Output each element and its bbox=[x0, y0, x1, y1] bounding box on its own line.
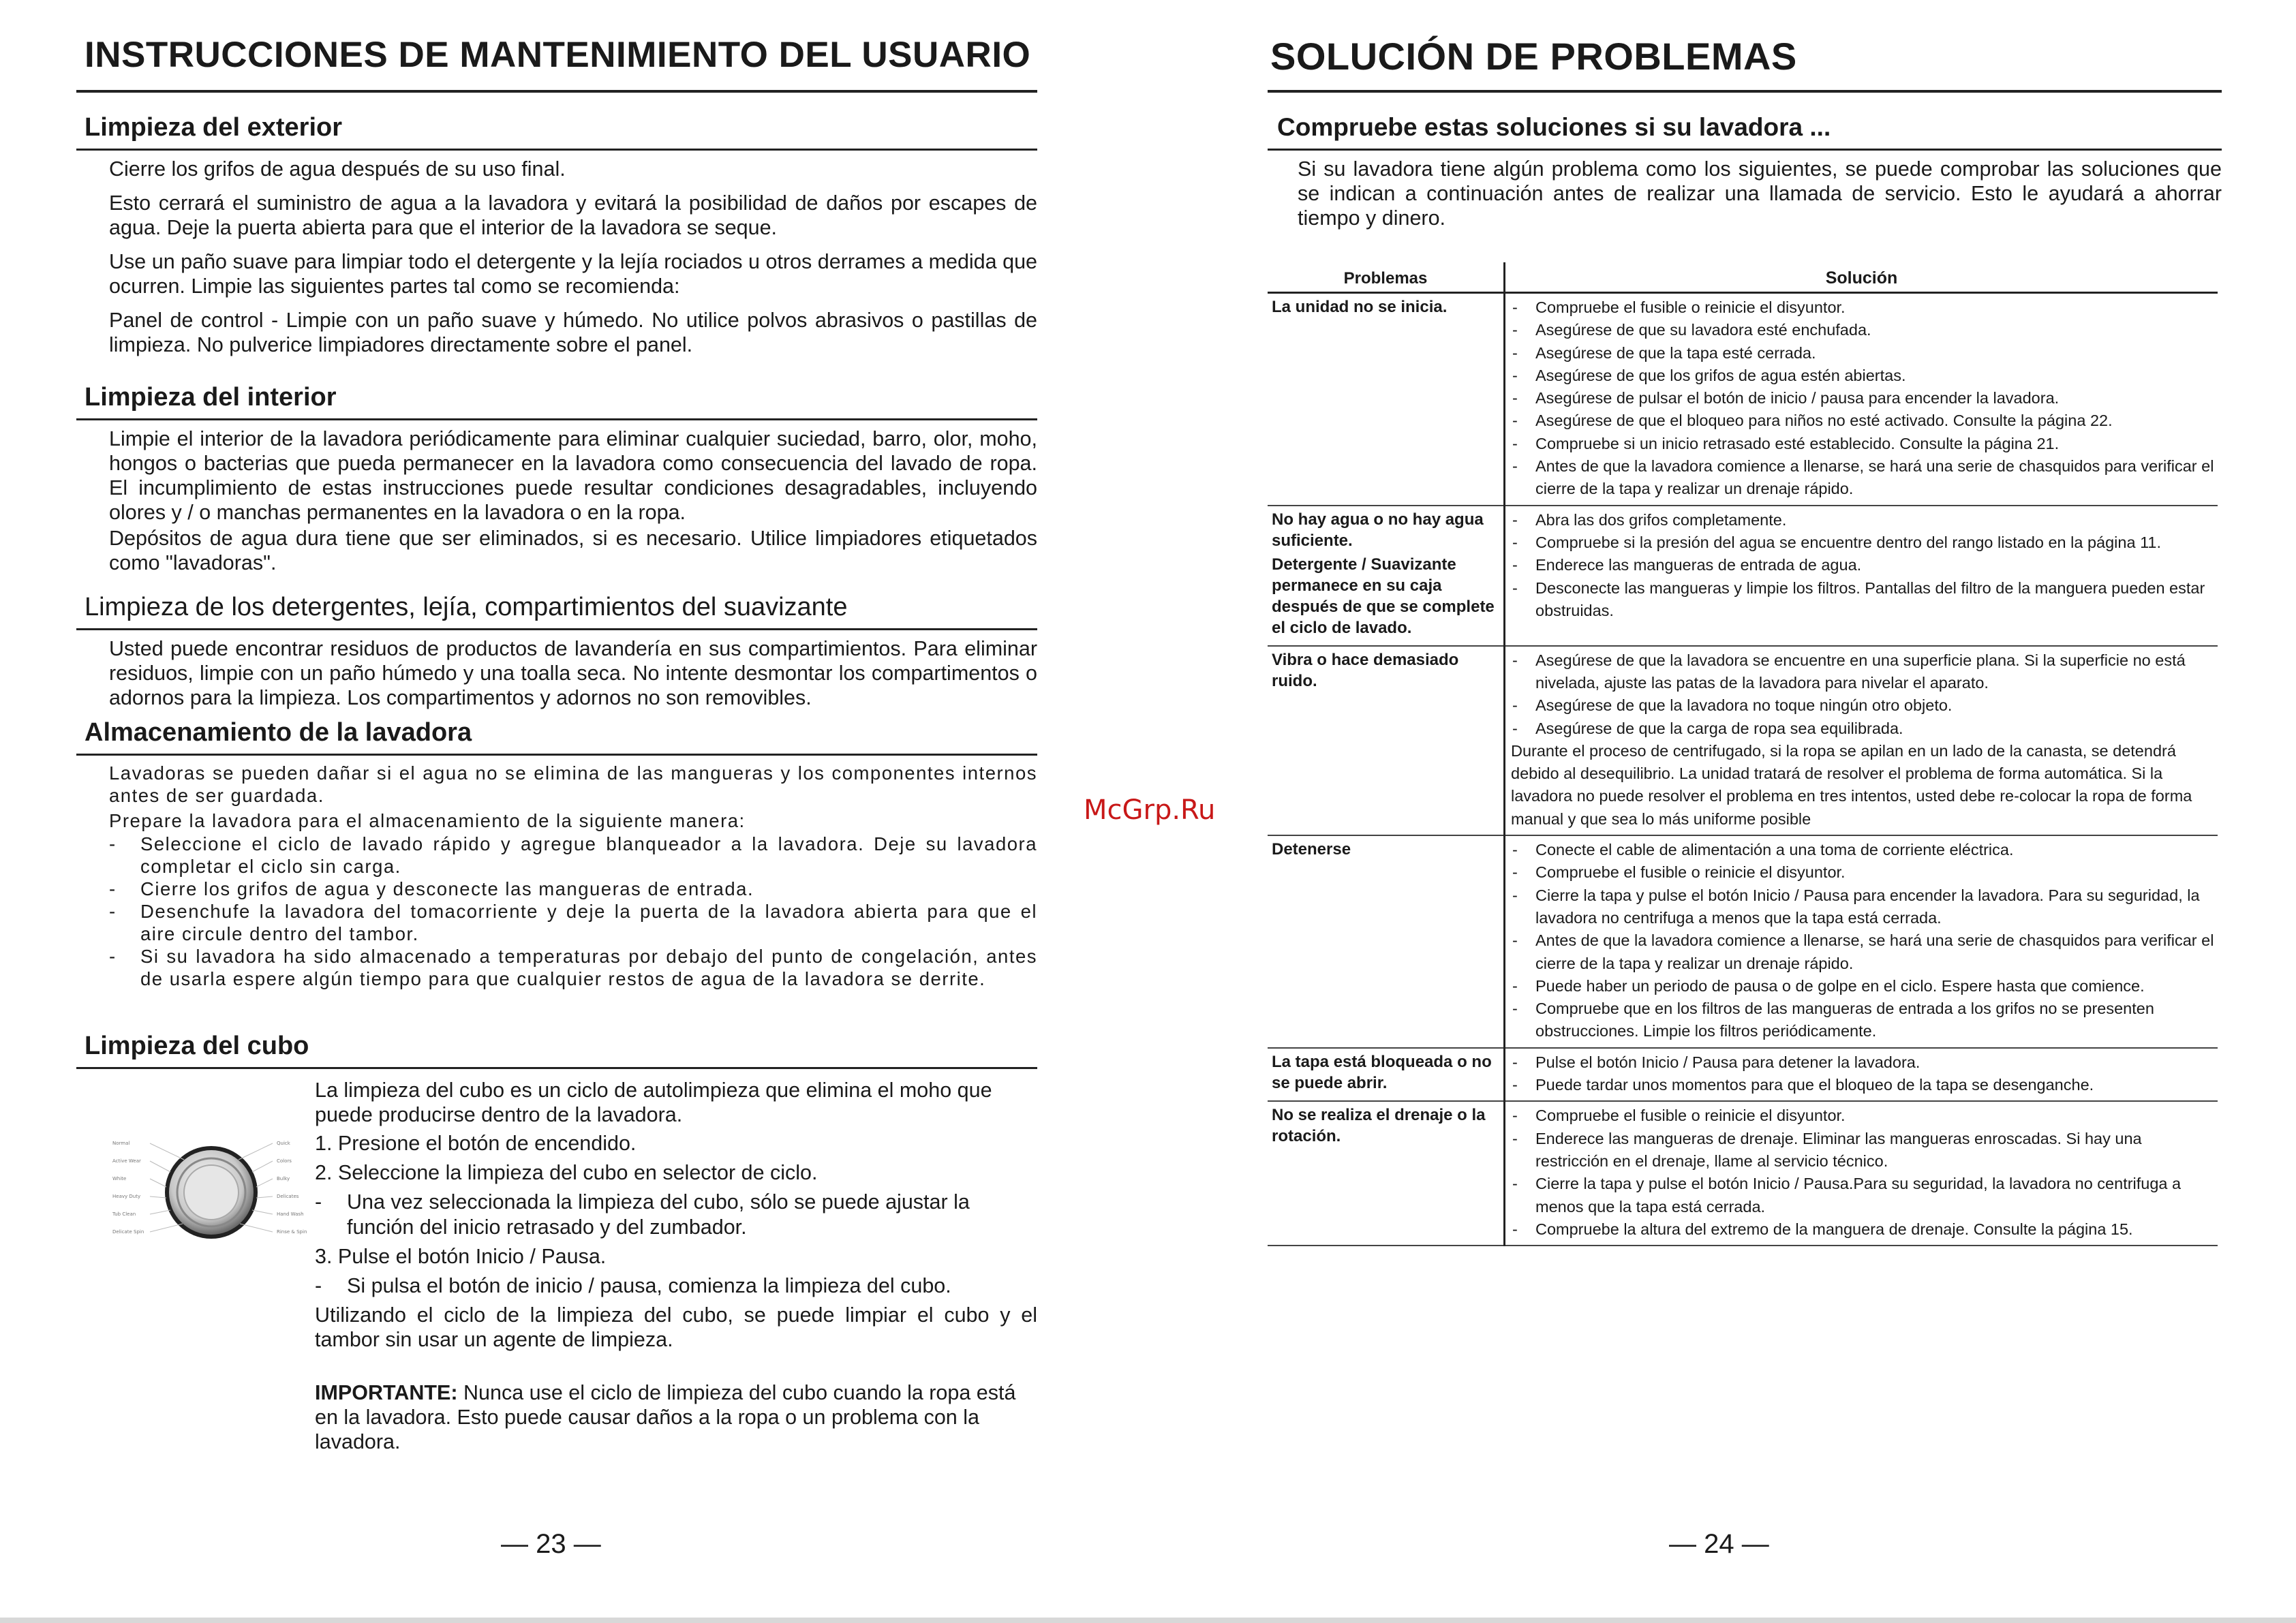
paragraph: La limpieza del cubo es un ciclo de autolimpieza que elimina el moho que puede producirse dentro de la lavadora. bbox=[315, 1079, 992, 1126]
knob-label: Normal bbox=[112, 1141, 130, 1146]
solution-item: - Desconecte las mangueras y limpie los filtros. Pantallas del filtro de la manguera pueden estar obstruidas. bbox=[1511, 577, 2218, 623]
section-heading: Limpieza de los detergentes, lejía, compartimientos del suavizante bbox=[85, 593, 848, 621]
solution-item: - Asegúrese de que los grifos de agua estén abiertas. bbox=[1511, 365, 2218, 387]
section-rule bbox=[76, 418, 1037, 420]
storage-list bbox=[109, 833, 1037, 990]
solution-item: - Asegúrese de que la carga de ropa sea equilibrada. bbox=[1511, 717, 2218, 740]
solution-item: - Pulse el botón Inicio / Pausa para detener la lavadora. bbox=[1511, 1051, 2218, 1074]
knob-label: Tub Clean bbox=[112, 1211, 136, 1217]
knob-label: Active Wear bbox=[112, 1158, 141, 1164]
problem-cell bbox=[1268, 835, 1505, 1048]
knob-label: Quick bbox=[277, 1141, 290, 1146]
problem-cell bbox=[1268, 646, 1505, 835]
solution-item: - Asegúrese de que su lavadora esté enchufada. bbox=[1511, 319, 2218, 341]
knob-label: Delicate Spin bbox=[112, 1229, 144, 1235]
paragraph: Lavadoras se pueden dañar si el agua no se elimina de las mangueras y los componentes internos antes de ser guardada. bbox=[109, 762, 1037, 806]
solution-item: - Enderece las mangueras de entrada de agua. bbox=[1511, 554, 2218, 576]
problem-cell bbox=[1268, 1048, 1505, 1102]
step-3-note: - Si pulsa el botón de inicio / pausa, comienza la limpieza del cubo. bbox=[315, 1273, 1037, 1299]
watermark: McGrp.Ru bbox=[1084, 794, 1216, 826]
knob-label: Colors bbox=[277, 1158, 292, 1164]
problem-cell bbox=[1268, 1101, 1505, 1246]
problem-text: Vibra o hace demasiado ruido. bbox=[1272, 650, 1459, 690]
important-note bbox=[315, 1380, 1037, 1454]
page-number: — 23 — bbox=[501, 1529, 601, 1559]
paragraph: Depósitos de agua dura tiene que ser eliminados, si es necesario. Utilice limpiadores etiquetados como "lavadoras". bbox=[109, 527, 1037, 574]
cycle-selector-knob-illustration bbox=[109, 1124, 313, 1261]
section-heading: Limpieza del cubo bbox=[85, 1032, 309, 1060]
solution-item: - Abra las dos grifos completamente. bbox=[1511, 509, 2218, 531]
column-header-solution: Solución bbox=[1505, 262, 2218, 293]
solution-item: Durante el proceso de centrifugado, si la ropa se apilan en un lado de la canasta, se detendrá debido al desequilibrio. La unidad tratará de resolver el problema de forma automática. Si la lavadora no puede resolver el problema en tres intentos, usted debe re-colocar la ropa de forma manual y que sea lo más uniforme posible bbox=[1511, 741, 2192, 828]
solution-cell bbox=[1505, 1048, 2218, 1102]
solution-cell bbox=[1505, 1101, 2218, 1246]
solution-item: - Asegúrese de pulsar el botón de inicio / pausa para encender la lavadora. bbox=[1511, 387, 2218, 409]
paragraph: Esto cerrará el suministro de agua a la lavadora y evitará la posibilidad de daños por escapes de agua. Deje la puerta abierta para que el interior de la lavadora se seque. bbox=[109, 191, 1037, 239]
right-page bbox=[1148, 0, 2296, 1623]
table-row bbox=[1268, 646, 2218, 835]
problem-text: La unidad no se inicia. bbox=[1272, 298, 1448, 316]
step-3: 3. Pulse el botón Inicio / Pausa. bbox=[315, 1245, 607, 1268]
solution-item: - Asegúrese de que la lavadora se encuentre en una superficie plana. Si la superficie no está nivelada, ajuste las patas de la lavadora para nivelar el aparato. bbox=[1511, 649, 2218, 695]
list-item: - Desenchufe la lavadora del tomacorriente y deje la puerta de la lavadora abierta para que el aire circule dentro del tambor. bbox=[109, 900, 1037, 945]
problem-text: No se realiza el drenaje o la rotación. bbox=[1272, 1106, 1486, 1146]
problem-text: Detergente / Suavizante permanece en su caja después de que se complete el ciclo de lavado. bbox=[1272, 555, 1495, 637]
step-2-note: - Una vez seleccionada la limpieza del cubo, sólo se puede ajustar la función del inicio retrasado y del zumbador. bbox=[315, 1190, 1037, 1240]
table-row bbox=[1268, 506, 2218, 646]
solution-item: - Cierre la tapa y pulse el botón Inicio / Pausa para encender la lavadora. Para su seguridad, la lavadora no centrifuga a menos que la tapa está cerrada. bbox=[1511, 884, 2218, 930]
solution-item: - Compruebe el fusible o reinicie el disyuntor. bbox=[1511, 861, 2218, 884]
step-1: 1. Presione el botón de encendido. bbox=[315, 1132, 637, 1155]
solution-item: - Compruebe la altura del extremo de la manguera de drenaje. Consulte la página 15. bbox=[1511, 1218, 2218, 1241]
title-rule bbox=[1268, 90, 2222, 93]
table-row bbox=[1268, 1048, 2218, 1102]
column-header-problems: Problemas bbox=[1268, 262, 1505, 293]
cleaning-steps bbox=[315, 1131, 1037, 1299]
knob-label: White bbox=[112, 1176, 127, 1181]
important-text: Nunca use el ciclo de limpieza del cubo cuando la ropa está en la lavadora. Esto puede causar daños a la ropa o un problema con la lavadora. bbox=[315, 1381, 1016, 1453]
paragraph: Cierre los grifos de agua después de su uso final. bbox=[109, 157, 566, 181]
list-item: - Seleccione el ciclo de lavado rápido y agregue blanqueador a la lavadora. Deje su lavadora completar el ciclo sin carga. bbox=[109, 833, 1037, 878]
solution-item: - Asegúrese de que la lavadora no toque ningún otro objeto. bbox=[1511, 694, 2218, 717]
section-rule bbox=[76, 149, 1037, 151]
paragraph: Si su lavadora tiene algún problema como los siguientes, se puede comprobar las soluciones que se indican a continuación antes de realizar una llamada de servicio. Esto le ayudará a ahorrar tiempo y dinero. bbox=[1298, 157, 2222, 230]
section-rule bbox=[76, 754, 1037, 756]
solution-cell bbox=[1505, 646, 2218, 835]
page-title: INSTRUCCIONES DE MANTENIMIENTO DEL USUARIO bbox=[85, 35, 1031, 75]
solution-cell bbox=[1505, 293, 2218, 506]
knob-label: Delicates bbox=[277, 1194, 299, 1199]
problem-text: No hay agua o no hay agua suficiente. bbox=[1272, 510, 1484, 550]
solution-item: - Compruebe el fusible o reinicie el disyuntor. bbox=[1511, 1104, 2218, 1127]
section-rule bbox=[1268, 149, 2222, 151]
solution-item: - Asegúrese de que el bloqueo para niños no esté activado. Consulte la página 22. bbox=[1511, 409, 2218, 432]
problem-cell bbox=[1268, 506, 1505, 646]
paragraph: Panel de control - Limpie con un paño suave y húmedo. No utilice polvos abrasivos o pastillas de limpieza. No pulverice limpiadores directamente sobre el panel. bbox=[109, 309, 1037, 356]
solution-item: - Puede tardar unos momentos para que el bloqueo de la tapa se desenganche. bbox=[1511, 1074, 2218, 1096]
solution-item: - Compruebe el fusible o reinicie el disyuntor. bbox=[1511, 296, 2218, 319]
page-title: SOLUCIÓN DE PROBLEMAS bbox=[1270, 35, 1797, 78]
paragraph: Prepare la lavadora para el almacenamiento de la siguiente manera: bbox=[109, 810, 746, 831]
solution-item: - Conecte el cable de alimentación a una toma de corriente eléctrica. bbox=[1511, 839, 2218, 861]
section-heading: Limpieza del exterior bbox=[85, 113, 343, 142]
list-item: - Si su lavadora ha sido almacenado a temperaturas por debajo del punto de congelación, antes de usarla espere algún tiempo para que cualquier restos de agua de la lavadora se derrite. bbox=[109, 945, 1037, 990]
knob-label: Rinse & Spin bbox=[277, 1229, 307, 1235]
problem-text: La tapa está bloqueada o no se puede abrir. bbox=[1272, 1052, 1492, 1092]
solution-item: - Antes de que la lavadora comience a llenarse, se hará una serie de chasquidos para verificar el cierre de la tapa y realizar un drenaje rápido. bbox=[1511, 455, 2218, 501]
section-heading: Compruebe estas soluciones si su lavadora ... bbox=[1277, 113, 1831, 141]
list-item: - Cierre los grifos de agua y desconecte las mangueras de entrada. bbox=[109, 878, 1037, 900]
solution-item: - Puede haber un periodo de pausa o de golpe en el ciclo. Espere hasta que comience. bbox=[1511, 975, 2218, 998]
knob-label: Hand Wash bbox=[277, 1211, 304, 1217]
table-row bbox=[1268, 835, 2218, 1048]
paragraph: Usted puede encontrar residuos de productos de lavandería en sus compartimientos. Para eliminar residuos, limpie con un paño húmedo y una toalla seca. No intente desmontar los compartimentos o adornos para la limpieza. Los compartimentos y adornos no son removibles. bbox=[109, 637, 1037, 709]
problem-cell bbox=[1268, 293, 1505, 506]
solution-item: - Enderece las mangueras de drenaje. Eliminar las mangueras enroscadas. Si hay una restricción en el drenaje, llame al servicio técnico. bbox=[1511, 1128, 2218, 1173]
table-row bbox=[1268, 1101, 2218, 1246]
table-header-row bbox=[1268, 262, 2218, 293]
paragraph: Limpie el interior de la lavadora periódicamente para eliminar cualquier suciedad, barro, olor, moho, hongos o bacterias que pueda permanecer en la lavadora como consecuencia del lavado de ropa. El incumplimiento de estas instrucciones puede resultar condiciones desagradables, incluyendo olores y / o manchas permanentes en la lavadora o en la ropa. bbox=[109, 427, 1037, 524]
step-2: 2. Seleccione la limpieza del cubo en selector de ciclo. bbox=[315, 1161, 818, 1184]
section-rule bbox=[76, 628, 1037, 630]
section-heading: Almacenamiento de la lavadora bbox=[85, 718, 472, 747]
solution-item: - Antes de que la lavadora comience a llenarse, se hará una serie de chasquidos para verificar el cierre de la tapa y realizar un drenaje rápido. bbox=[1511, 929, 2218, 975]
solution-cell bbox=[1505, 835, 2218, 1048]
title-rule bbox=[76, 90, 1037, 93]
page-number: — 24 — bbox=[1669, 1529, 1769, 1559]
solution-item: - Compruebe que en los filtros de las mangueras de entrada a los grifos no se presenten obstrucciones. Limpie los filtros periódicamente. bbox=[1511, 998, 2218, 1043]
section-heading: Limpieza del interior bbox=[85, 383, 337, 412]
knob-label: Bulky bbox=[277, 1176, 290, 1181]
troubleshooting-table bbox=[1268, 262, 2218, 1246]
solution-item: - Asegúrese de que la tapa esté cerrada. bbox=[1511, 342, 2218, 365]
knob-center bbox=[184, 1165, 239, 1220]
solution-item: - Cierre la tapa y pulse el botón Inicio / Pausa.Para su seguridad, la lavadora no centrifuga a menos que la tapa está cerrada. bbox=[1511, 1173, 2218, 1218]
table-row bbox=[1268, 293, 2218, 506]
section-rule bbox=[76, 1067, 1037, 1069]
problem-text: Detenerse bbox=[1272, 840, 1351, 859]
solution-cell bbox=[1505, 506, 2218, 646]
paragraph: Use un paño suave para limpiar todo el detergente y la lejía rociados u otros derrames a medida que ocurren. Limpie las siguientes partes tal como se recomienda: bbox=[109, 250, 1037, 298]
solution-item: - Compruebe si un inicio retrasado esté establecido. Consulte la página 21. bbox=[1511, 433, 2218, 455]
bottom-bar bbox=[0, 1618, 2296, 1623]
solution-item: - Compruebe si la presión del agua se encuentre dentro del rango listado en la página 11. bbox=[1511, 531, 2218, 554]
knob-label: Heavy Duty bbox=[112, 1194, 141, 1199]
paragraph: Utilizando el ciclo de la limpieza del cubo, se puede limpiar el cubo y el tambor sin usar un agente de limpieza. bbox=[315, 1303, 1037, 1351]
important-label: IMPORTANTE: bbox=[315, 1381, 458, 1404]
